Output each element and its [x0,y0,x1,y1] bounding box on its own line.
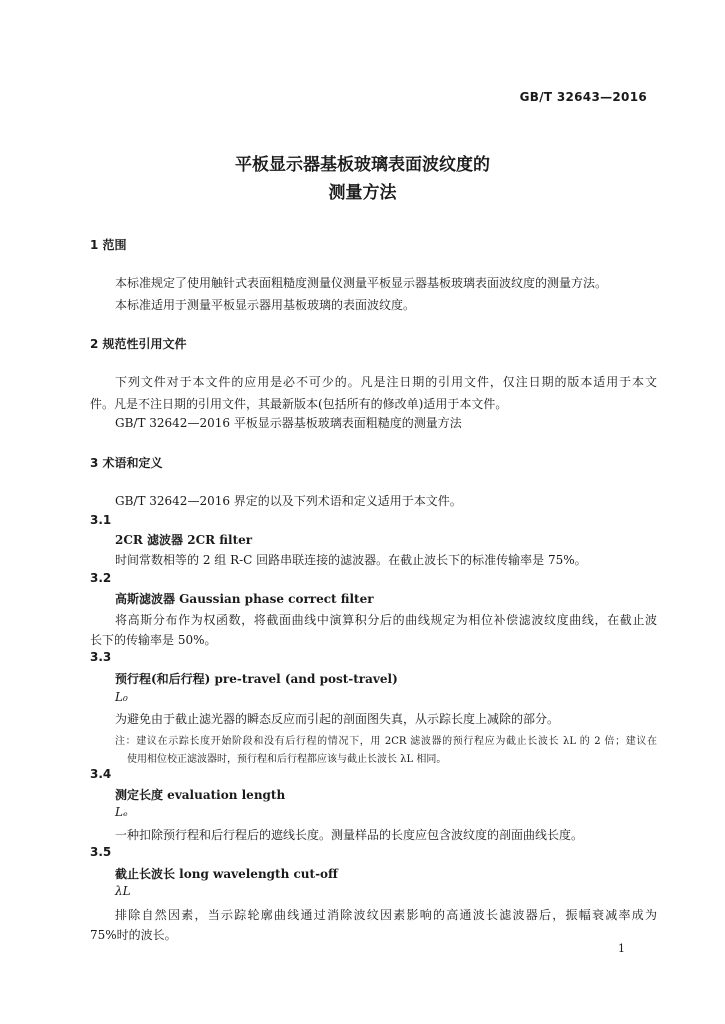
term-symbol: Lₑ [115,805,128,819]
term-symbol: λL [115,884,131,898]
term-title: 测定长度 evaluation length [115,788,286,802]
term-definition: 将高斯分布作为权函数，将截面曲线中演算积分后的曲线规定为相位补偿滤波纹度曲线，在截止波 [115,613,657,627]
term-title: 高斯滤波器 Gaussian phase correct filter [115,592,374,606]
term-definition: 一种扣除预行程和后行程后的遮线长度。测量样品的长度应包含波纹度的剖面曲线长度。 [115,828,584,842]
section-3-intro: GB/T 32642—2016 界定的以及下列术语和定义适用于本文件。 [115,494,462,508]
term-number: 3.5 [90,845,112,859]
section-1-heading: 1 范围 [90,238,127,252]
term-definition: 时间常数相等的 2 组 R-C 回路串联连接的滤波器。在截止波长下的标准传输率是 75%。 [115,553,587,567]
term-number: 3.4 [90,767,112,781]
section-2-paragraph: 件。凡是不注日期的引用文件，其最新版本(包括所有的修改单)适用于本文件。 [90,397,508,411]
document-title-line2: 测量方法 [328,183,397,203]
standard-number: GB/T 32643—2016 [519,90,647,104]
term-title: 2CR 滤波器 2CR filter [115,533,253,547]
page-number: 1 [618,942,625,955]
term-number: 3.3 [90,650,112,664]
section-2-heading: 2 规范性引用文件 [90,337,187,351]
term-number: 3.1 [90,513,112,527]
term-symbol: L₀ [115,690,128,704]
term-definition: 排除自然因素，当示踪轮廓曲线通过消除波纹因素影响的高通波长滤波器后，振幅衰减率成为 [115,908,657,922]
section-1-paragraph: 本标准适用于测量平板显示器用基板玻璃的表面波纹度。 [115,298,416,312]
term-number: 3.2 [90,571,112,585]
section-3-heading: 3 术语和定义 [90,456,163,470]
term-definition: 为避免由于截止滤光器的瞬态反应而引起的剖面图失真，从示踪长度上减除的部分。 [115,712,560,726]
normative-reference: GB/T 32642—2016 平板显示器基板玻璃表面粗糙度的测量方法 [115,416,462,430]
document-title-line1: 平板显示器基板玻璃表面波纹度的 [235,155,490,175]
term-definition: 75%时的波长。 [90,928,177,942]
term-title: 预行程(和后行程) pre-travel (and post-travel) [115,672,398,686]
term-definition: 长下的传输率是 50%。 [90,633,217,647]
term-note: 使用相位校正滤波器时，预行程和后行程都应该与截止长波长 λL 相同。 [127,754,447,765]
section-2-paragraph: 下列文件对于本文件的应用是必不可少的。凡是注日期的引用文件，仅注日期的版本适用于本文 [115,375,657,389]
term-note: 注：建议在示踪长度开始阶段和没有后行程的情况下，用 2CR 滤波器的预行程应为截止长波长 λL 的 2 倍；建议在 [115,736,657,747]
term-title: 截止长波长 long wavelength cut-off [115,867,338,881]
section-1-paragraph: 本标准规定了使用触针式表面粗糙度测量仪测量平板显示器基板玻璃表面波纹度的测量方法。 [115,276,608,290]
